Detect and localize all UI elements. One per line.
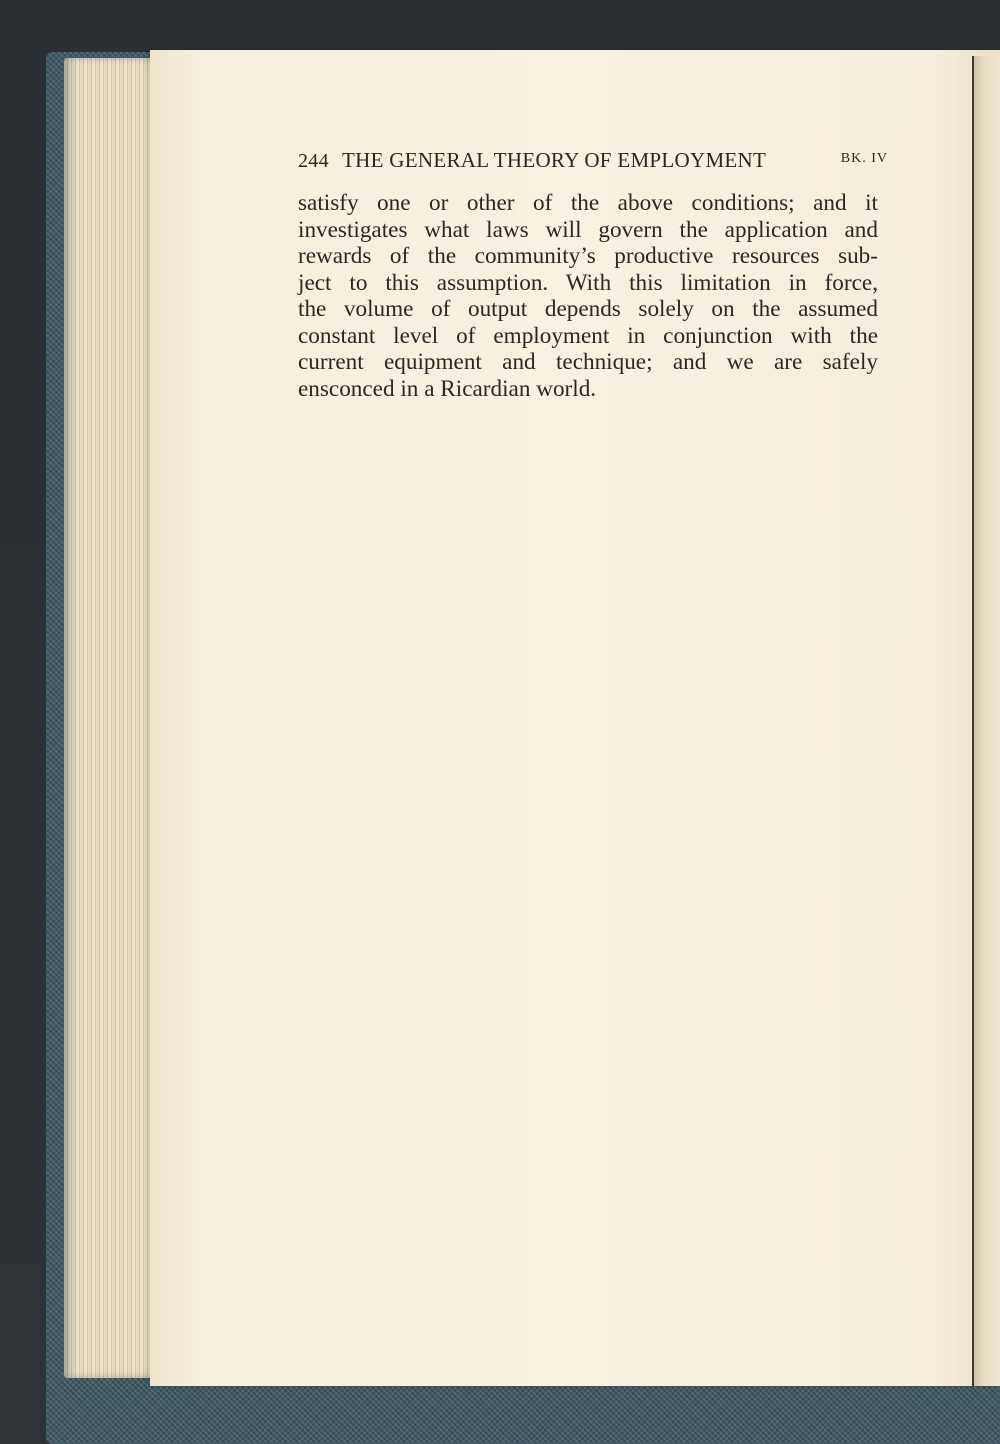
- text-line: investigates what laws will govern the application and: [298, 216, 878, 243]
- text-line: constant level of employment in conjunction with the: [298, 322, 878, 349]
- text-line: the volume of output depends solely on the assumed: [298, 296, 878, 322]
- page-number: 244: [298, 150, 329, 172]
- text-line: current equipment and technique; and we are safely: [298, 349, 878, 375]
- paragraph: [298, 190, 878, 402]
- running-head: [298, 148, 888, 178]
- text-line: rewards of the community’s productive resources sub-: [298, 243, 878, 269]
- text-line: ject to this assumption. With this limitation in force,: [298, 269, 878, 296]
- facing-page-edge: [972, 56, 1000, 1386]
- book-marker: BK. IV: [840, 151, 888, 166]
- running-title: THE GENERAL THEORY OF EMPLOYMENT: [342, 148, 767, 172]
- text-line: ensconced in a Ricardian world.: [298, 375, 597, 402]
- text-line: satisfy one or other of the above conditions; and it: [298, 190, 878, 216]
